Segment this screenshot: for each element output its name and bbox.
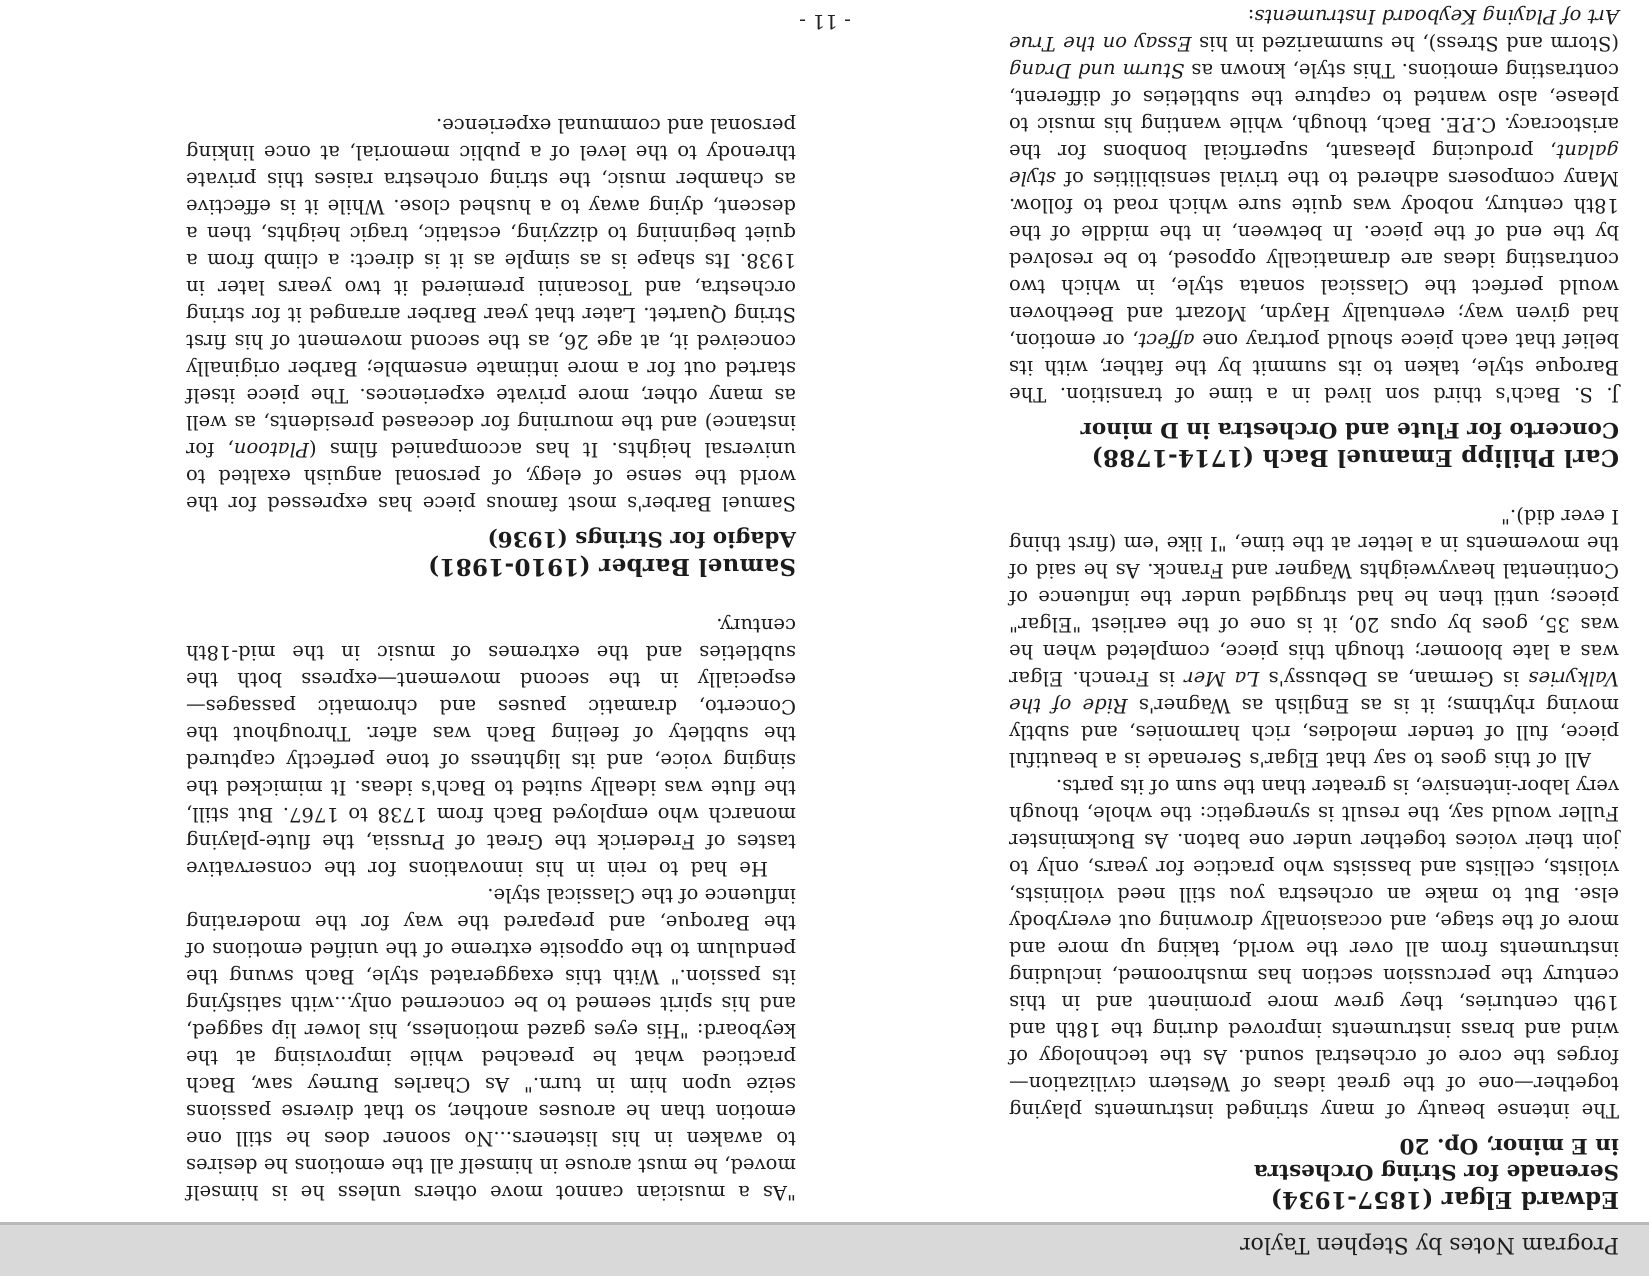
elgar-work-line2: in E minor, Op. 20	[1399, 1133, 1619, 1158]
barber-heading: Samuel Barber (1910-1981)	[427, 553, 796, 580]
elgar-work-line1: Serenade for String Orchestra	[1253, 1159, 1619, 1184]
right-column	[186, 112, 796, 1206]
byline: Program Notes by Stephen Taylor	[1240, 1232, 1619, 1257]
elgar-work-title	[1009, 1132, 1619, 1184]
page-number: - 11 -	[799, 10, 851, 34]
cpe-bach-paragraph-1: J. S. Bach's third son lived in a time of transition. The Baroque style, taken to its summit by the father, with its belief that each piece should portray one affect, or emotion, had given way; eventually Haydn, Mozart and Beethoven would perfect the Classical sonata style, in which two contrasting ideas are dramatically opposed, to be resolved by the end of the piece. In between, in the middle of the 18th century, nobody was quite sure which road to follow. Many composers adhered to the trivial sensibilities of style galant, producing pleasant, superficial bonbons for the aristocracy. C.P.E. Bach, though, while wanting his music to please, also wanted to capture the subtleties of different, contrasting emotions. This style, known as Sturm und Drang (Storm and Stress), he summarized in his Essay on the True Art of Playing Keyboard Instruments:	[1009, 5, 1619, 406]
cpe-bach-work-title: Concerto for Flute and Orchestra in D minor	[1080, 417, 1619, 442]
elgar-heading: Edward Elgar (1857-1934)	[1270, 1186, 1619, 1213]
cpe-bach-heading: Carl Philipp Emanuel Bach (1714-1788)	[1091, 444, 1619, 471]
barber-work-title: Adagio for Strings (1936)	[487, 526, 796, 551]
elgar-paragraph-2: All of this goes to say that Elgar's Serenade is a beautiful piece, full of tender melodies, rich harmonies, and subtly moving rhythms; it is as English as Wagner's Ride of the Valkyries is German, as Debussy's La Mer is French. Elgar was a late bloomer; though this piece, completed when he was 35, goes by opus 20, it is one of the earliest "Elgar" pieces; until then he had struggled under the influence of Continental heavyweights Wagner and Franck. As he said of the movements in a letter at the time, "I like 'em (first thing I ever did)."	[1009, 505, 1619, 771]
elgar-paragraph-1: The intense beauty of many stringed instruments playing together—one of the great ideas of Western civilization—forges the core of orchestral sound. As the technology of wind and brass instruments improved during the 18th and 19th centuries, they grew more prominent and in this century the percussion section has mushroomed, including instruments from all over the world, taking up more and more of the stage, and occasionally drowning out everybody else. But to make an orchestra you still need violinists, violists, cellists and bassists who practice for years, only to join their voices together under one baton. As Buckminster Fuller would say, the result is synergetic: the whole, though very labor-intensive, is greater than the sum of its parts.	[1009, 775, 1619, 1122]
cpe-bach-paragraph-3: He had to rein in his innovations for the conservative tastes of Frederick the Great of Prussia, the flute-playing monarch who employed Bach from 1738 to 1767. But still, the flute was ideally suited to Bach's ideas. It mimicked the singing voice, and its lightness of tone perfectly captured the subtlety of feeling Bach was after. Throughout the Concerto, dramatic pauses and chromatic passages—especially in the second movement—express both the subtleties and the extremes of music in the mid-18th century.	[186, 614, 796, 880]
cpe-bach-paragraph-2: "As a musician cannot move others unless he is himself moved, he must arouse in himself all the emotions he desires to awaken in his listeners...No sooner does he still one emotion than he arouses another, so that diverse passions seize upon him in turn." As Charles Burney saw, Bach practiced what he preached while improvising at the keyboard: "His eyes gazed motionless, his lower lip sagged, and his spirit seemed to be concerned only...with satisfying its passion." With this exaggerated style, Bach swung the pendulum to the opposite extreme of the unified emotions of the Baroque, and prepared the way for the moderating influence of the Classical style.	[186, 884, 796, 1204]
barber-paragraph-1: Samuel Barber's most famous piece has expressed for the world the sense of elegy, of personal anguish exalted to universal heights. It has accompanied films (Platoon, for instance) and the mourning for deceased presidents, as well as many other, more private experiences. The piece itself started out for a more intimate ensemble; Barber originally conceived it, at age 26, as the second movement of his first String Quartet. Later that year Barber arranged it for string orchestra, and Toscanini premiered it two years later in 1938. Its shape is as simple as it is direct: a climb from a quiet beginning to dizzying, ecstatic, tragic heights, then a descent, dying away to a hushed close. While it is effective as chamber music, the string orchestra raises this private threnody to the level of a public memorial, at once linking personal and communal experience.	[186, 114, 796, 515]
left-column	[1009, 3, 1619, 1258]
